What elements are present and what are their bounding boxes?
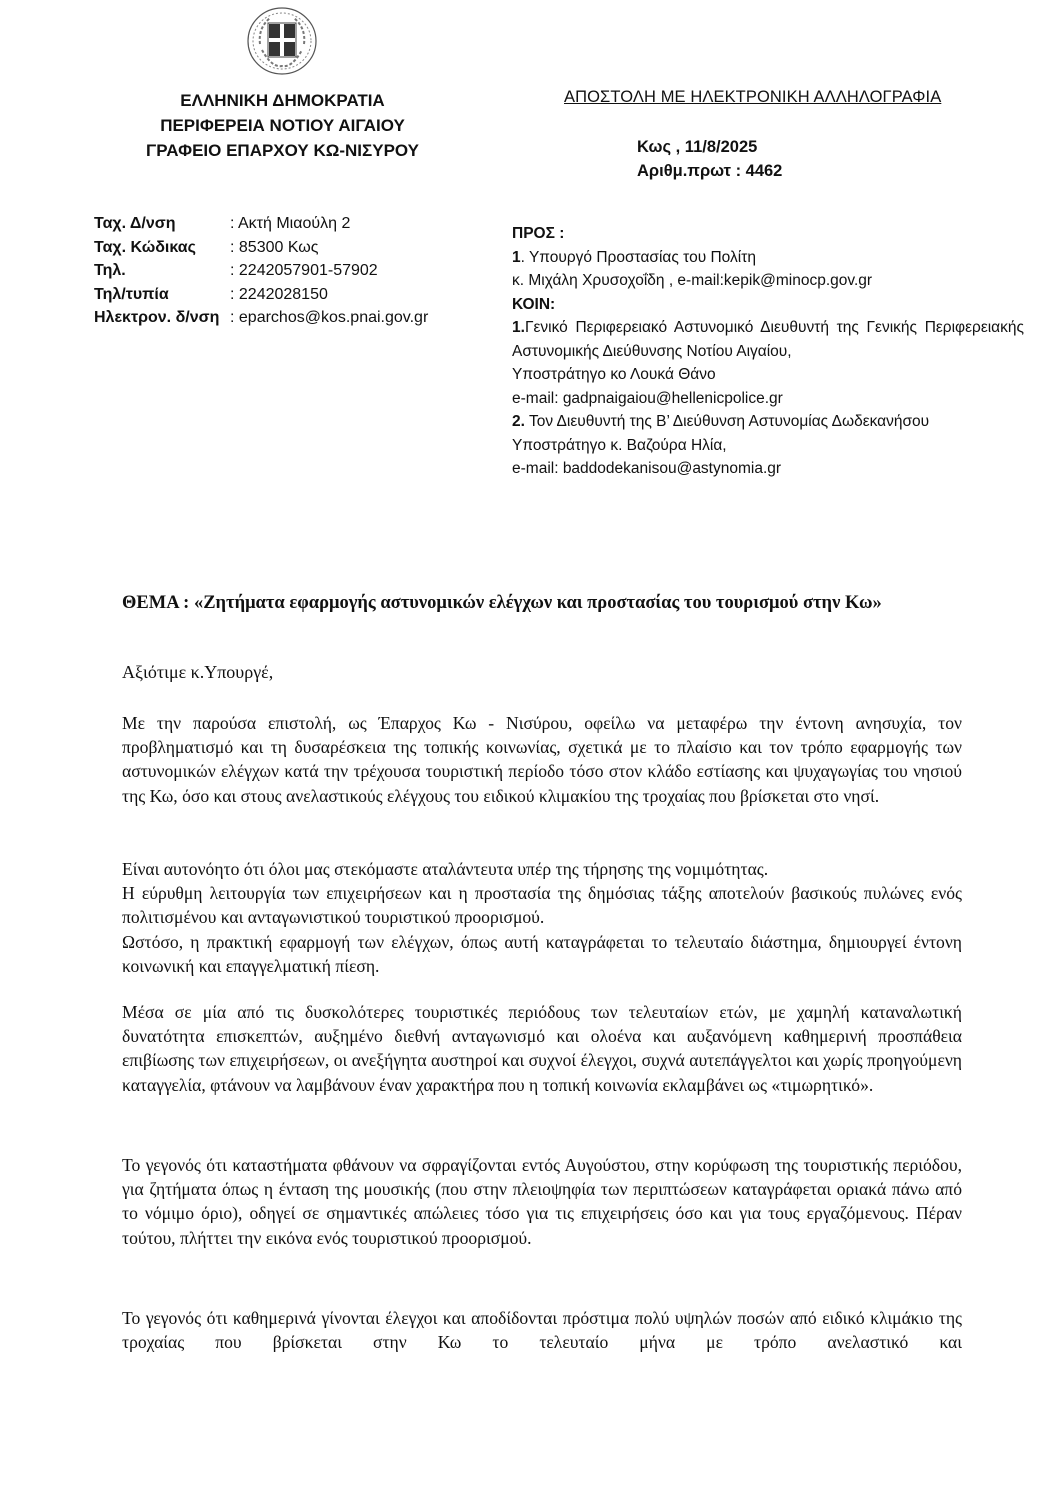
date-block xyxy=(637,135,782,183)
recipient-number: 2. xyxy=(512,413,525,430)
to-recipient-1-name: κ. Μιχάλη Χρυσοχοΐδη , e-mail:kepik@minocp.gov.gr xyxy=(512,272,873,289)
contact-label: Τηλ/τυπία xyxy=(94,285,169,303)
contact-value: : 2242028150 xyxy=(230,285,328,303)
contact-value: : eparchos@kos.pnai.gov.gr xyxy=(230,309,429,326)
letterhead-country: ΕΛΛΗΝΙΚΗ ΔΗΜΟΚΡΑΤΙΑ xyxy=(180,91,385,110)
body-paragraph: Μέσα σε μία από τις δυσκολότερες τουριστικές περιόδους των τελευταίων ετών, με χαμηλή καταναλωτική δυνατότητα επισκεπτών, αυξημένο διεθνή ανταγωνισμό και ολοένα και αυξανόμενη καθημερινή προσπάθεια επιβίωσης των επιχειρήσεων, οι ανεξήγητα αυστηροί και συχνοί έλεγχοι, συχνά αυτεπάγγελτοι και χωρίς προηγούμενη καταγγελία, φτάνουν να λαμβάνουν έναν χαρακτήρα που η τοπική κοινωνία εκλαμβάνει ως «τιμωρητικό». xyxy=(122,1002,962,1095)
protocol-number: Αριθμ.πρωτ : 4462 xyxy=(637,162,783,180)
recipient-number: 1. xyxy=(512,319,525,336)
letterhead-office: ΓΡΑΦΕΙΟ ΕΠΑΡΧΟΥ ΚΩ-ΝΙΣΥΡΟΥ xyxy=(146,141,419,160)
body-paragraph: Το γεγονός ότι καθημερινά γίνονται έλεγχοι και αποδίδονται πρόστιμα πολύ υψηλών ποσών από ειδικό κλιμάκιο της τροχαίας που βρίσκεται στην Κω το τελευταίο μήνα με τρόπο ανελαστικό και xyxy=(122,1308,962,1353)
contact-row xyxy=(94,283,428,307)
cc-heading: ΚΟΙΝ: xyxy=(512,295,556,313)
salutation: Αξιότιμε κ.Υπουργέ, xyxy=(122,662,274,682)
delivery-mode: ΑΠΟΣΤΟΛΗ ΜΕ ΗΛΕΚΤΡΟΝΙΚΗ ΑΛΛΗΛΟΓΡΑΦΙΑ xyxy=(564,88,942,106)
contact-row xyxy=(94,212,428,236)
recipient-number: 1 xyxy=(512,248,521,266)
contact-row xyxy=(94,236,428,260)
body-sentence: Η εύρυθμη λειτουργία των επιχειρήσεων και η προστασία της δημόσιας τάξης αποτελούν βασικούς πυλώνες ενός πολιτισμένου και ανταγωνιστικού τουριστικού προορισμού. xyxy=(122,883,962,928)
body-paragraph xyxy=(122,857,962,978)
contact-value: : 85300 Κως xyxy=(230,238,319,256)
letterhead-region: ΠΕΡΙΦΕΡΕΙΑ ΝΟΤΙΟΥ ΑΙΓΑΙΟΥ xyxy=(160,116,405,135)
place-date: Κως , 11/8/2025 xyxy=(637,138,758,156)
body-sentence: Ωστόσο, η πρακτική εφαρμογή των ελέγχων, όπως αυτή καταγράφεται το τελευταίο διάστημα, δημιουργεί έντονη κοινωνική και επαγγελματική πίεση. xyxy=(122,931,962,976)
cc-recipient-2-email: e-mail: baddodekanisou@astynomia.gr xyxy=(512,460,782,477)
body-paragraph: Το γεγονός ότι καταστήματα φθάνουν να σφραγίζονται εντός Αυγούστου, στην κορύφωση της τουριστικής περιόδου, για ζητήματα όπως η ένταση της μουσικής (που στην πλειοψηφία των περιπτώσεων καταγράφεται οριακά πάνω από το νόμιμο όριο), οδηγεί σε σημαντικές απώλειες τόσο για τις επιχειρήσεις όσο και για τους εργαζόμενους. Πέραν τούτου, πλήττει την εικόνα ενός τουριστικού προορισμού. xyxy=(122,1155,962,1248)
greek-coat-of-arms-icon xyxy=(246,6,318,76)
contact-label: Ταχ. Δ/νση xyxy=(94,215,176,232)
cc-recipient-1 xyxy=(512,316,1024,363)
recipient-title: Γενικό Περιφερειακό Αστυνομικό Διευθυντή της Γενικής Περιφερειακής Αστυνομικής Διεύθυνσης Νοτίου Αιγαίου, xyxy=(512,319,1024,360)
body-paragraph: Με την παρούσα επιστολή, ως Έπαρχος Κω - Νισύρου, οφείλω να μεταφέρω την έντονη ανησυχία, τον προβληματισμό και τη δυσαρέσκεια της τοπικής κοινωνίας, σχετικά με το πλαίσιο και τον τρόπο εφαρμογής των αστυνομικών ελέγχων κατά την τρέχουσα τουριστική περίοδο τόσο στον κλάδο εστίασης και ψυχαγωγίας του νησιού της Κω, όσο και στους ανελαστικούς ελέγχους του ειδικού κλιμακίου της τροχαίας που βρίσκεται στο νησί. xyxy=(122,713,962,806)
subject-line: ΘΕΜΑ : «Ζητήματα εφαρμογής αστυνομικών ελέγχων και προστασίας του τουρισμού στην Κω» xyxy=(122,593,882,613)
letterhead xyxy=(120,88,445,163)
contact-row xyxy=(94,259,428,283)
to-heading: ΠΡΟΣ : xyxy=(512,225,565,242)
contact-label: Ταχ. Κώδικας xyxy=(94,238,196,256)
recipient-title: . Υπουργό Προστασίας του Πολίτη xyxy=(520,248,756,266)
cc-recipient-2-name: Υποστράτηγο κ. Βαζούρα Ηλία, xyxy=(512,436,727,454)
recipients-block xyxy=(512,222,1024,481)
body-sentence: Είναι αυτονόητο ότι όλοι μας στεκόμαστε αταλάντευτα υπέρ της τήρησης της νομιμότητας. xyxy=(122,859,769,879)
cc-recipient-2 xyxy=(512,410,1024,434)
contact-row xyxy=(94,306,428,330)
contact-label: Ηλεκτρον. δ/νση xyxy=(94,309,220,326)
contact-value: : 2242057901-57902 xyxy=(230,262,378,279)
recipient-title: Τον Διευθυντή της Β’ Διεύθυνση Αστυνομίας Δωδεκανήσου xyxy=(524,413,930,430)
to-recipient-1 xyxy=(512,246,1024,270)
contact-info xyxy=(94,212,428,330)
cc-recipient-1-email: e-mail: gadpnaigaiou@hellenicpolice.gr xyxy=(512,389,783,407)
contact-label: Τηλ. xyxy=(94,262,126,279)
cc-recipient-1-name: Υποστράτηγο κο Λουκά Θάνο xyxy=(512,366,716,383)
contact-value: : Ακτή Μιαούλη 2 xyxy=(230,215,351,232)
